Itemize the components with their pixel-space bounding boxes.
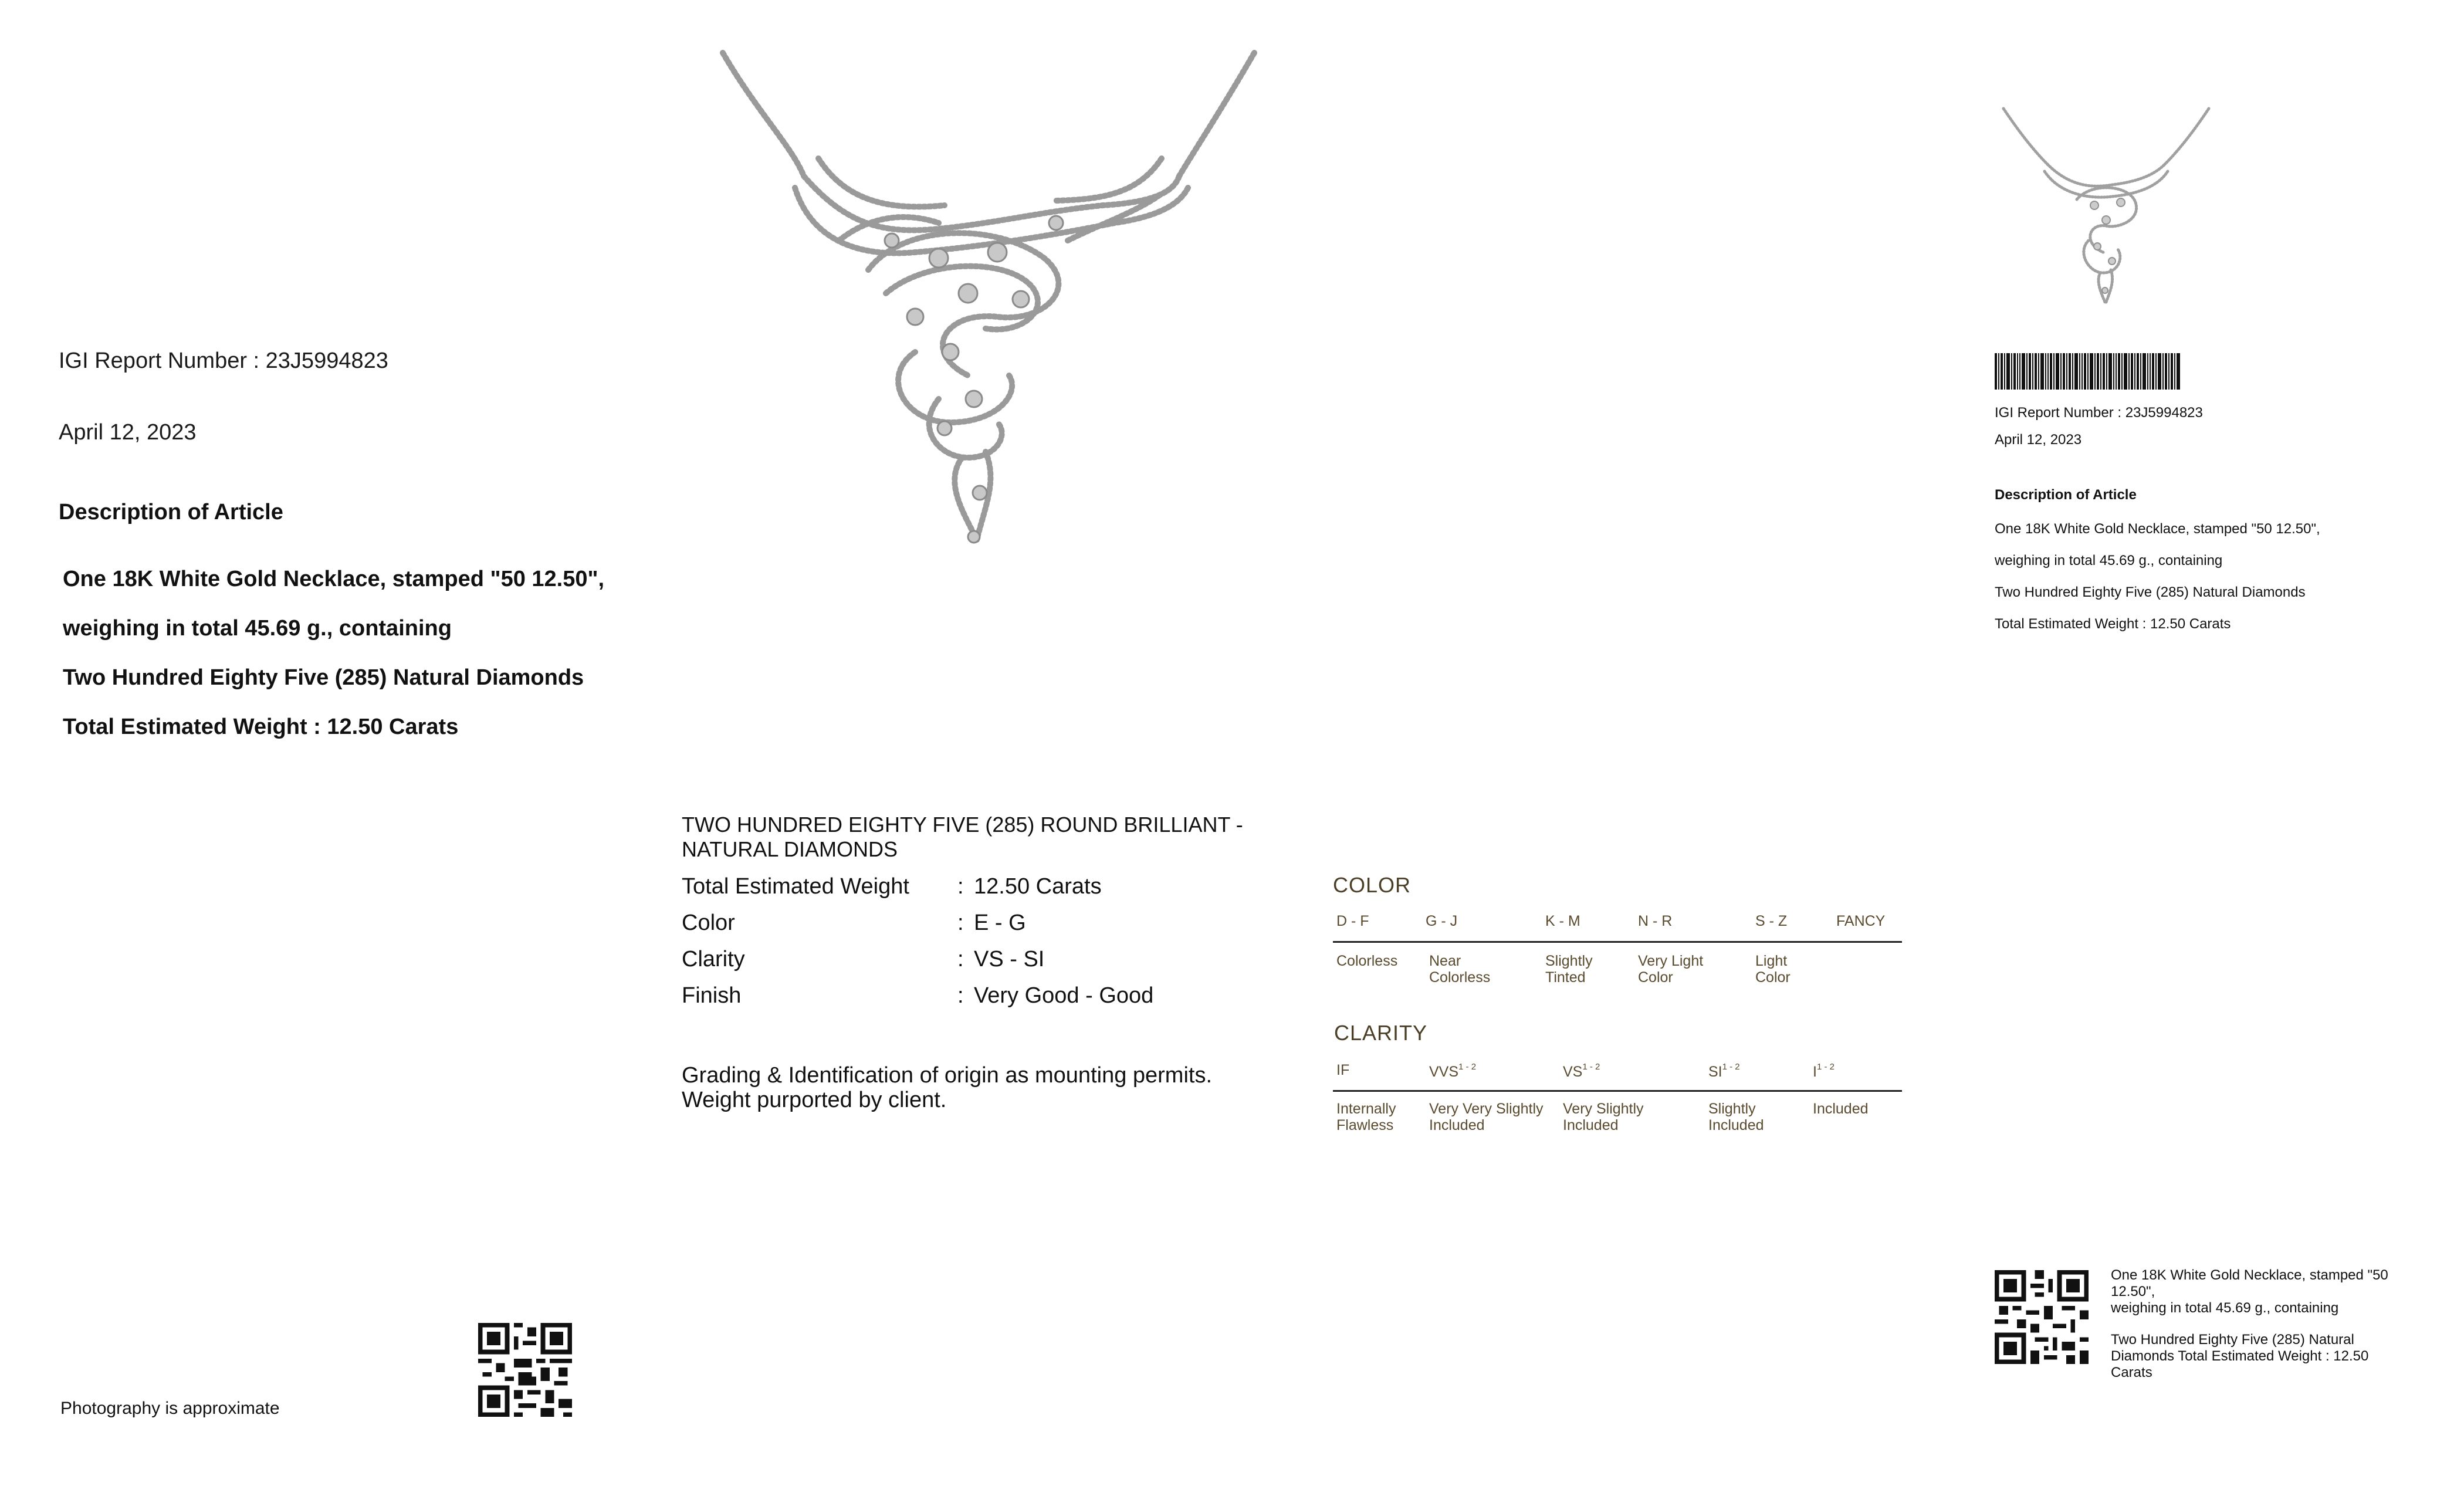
spec-value: Very Good - Good [974, 983, 1154, 1008]
qr-caption-line-1: One 18K White Gold Necklace, stamped "50 12.50", [2111, 1267, 2388, 1299]
spec-row-color [682, 911, 1210, 937]
side-report-date: April 12, 2023 [1995, 432, 2082, 448]
clarity-description: Slightly Included [1708, 1101, 1764, 1133]
clarity-grade-sup: 1 - 2 [1722, 1062, 1740, 1072]
color-description: Colorless [1336, 953, 1398, 969]
necklace-photo [692, 47, 1279, 575]
color-description: Near Colorless [1429, 953, 1491, 986]
spec-value: VS - SI [974, 947, 1045, 972]
clarity-description: Internally Flawless [1336, 1101, 1396, 1133]
description-heading: Description of Article [59, 500, 283, 524]
spec-key: Total Estimated Weight [682, 874, 909, 899]
spec-heading: TWO HUNDRED EIGHTY FIVE (285) ROUND BRILLIANT - NATURAL DIAMONDS [682, 813, 1243, 861]
clarity-grade-label: SI [1708, 1064, 1722, 1080]
clarity-description: Very Slightly Included [1563, 1101, 1644, 1133]
qr-code-icon [1995, 1270, 2089, 1364]
description-line-1: One 18K White Gold Necklace, stamped "50 12.50", [63, 567, 605, 591]
spec-row-weight [682, 874, 1210, 901]
spec-row-finish [682, 983, 1210, 1010]
clarity-scale-title: CLARITY [1334, 1021, 1428, 1045]
report-date: April 12, 2023 [59, 420, 197, 445]
side-description-line-1: One 18K White Gold Necklace, stamped "50 12.50", [1995, 521, 2320, 537]
grading-note: Grading & Identification of origin as mounting permits. Weight purported by client. [682, 1063, 1213, 1112]
clarity-grade-label: IF [1336, 1062, 1350, 1078]
side-description-heading: Description of Article [1995, 487, 2137, 503]
clarity-grade [1708, 1062, 1740, 1081]
color-scale-rule [1333, 941, 1902, 943]
clarity-grade-label: I [1813, 1064, 1817, 1080]
side-description-line-3: Two Hundred Eighty Five (285) Natural Diamonds [1995, 584, 2306, 600]
spec-key: Finish [682, 983, 742, 1008]
color-grade: N - R [1638, 913, 1673, 929]
color-grade: D - F [1336, 913, 1369, 929]
clarity-description: Included [1813, 1101, 1869, 1117]
spec-key: Clarity [682, 947, 745, 972]
color-grade: K - M [1545, 913, 1580, 929]
spec-colon: : [957, 911, 964, 935]
spec-value: 12.50 Carats [974, 874, 1102, 899]
color-grade: S - Z [1755, 913, 1788, 929]
description-line-2: weighing in total 45.69 g., containing [63, 616, 452, 641]
clarity-scale-rule [1333, 1090, 1902, 1092]
clarity-grade-sup: 1 - 2 [1816, 1062, 1835, 1072]
color-grade: FANCY [1836, 913, 1886, 929]
clarity-grade [1813, 1062, 1835, 1081]
qr-code-icon [478, 1323, 572, 1417]
qr-caption-line-3: Two Hundred Eighty Five (285) Natural Diamonds Total Estimated Weight : 12.50 Carats [2111, 1332, 2369, 1380]
clarity-grade [1563, 1062, 1600, 1081]
spec-value: E - G [974, 911, 1026, 935]
spec-key: Color [682, 911, 735, 935]
clarity-grade-sup: 1 - 2 [1458, 1062, 1477, 1072]
spec-colon: : [957, 874, 964, 899]
color-grade: G - J [1426, 913, 1458, 929]
clarity-grade-label: VVS [1429, 1064, 1459, 1080]
clarity-grade [1336, 1062, 1349, 1079]
color-description: Light Color [1755, 953, 1791, 986]
spec-colon: : [957, 947, 964, 972]
necklace-thumbnail [1995, 106, 2218, 305]
report-number: IGI Report Number : 23J5994823 [59, 348, 388, 373]
clarity-grade-sup: 1 - 2 [1582, 1062, 1600, 1072]
photography-note: Photography is approximate [60, 1399, 280, 1418]
spec-colon: : [957, 983, 964, 1008]
qr-caption-line-2: weighing in total 45.69 g., containing [2111, 1300, 2339, 1316]
side-report-number: IGI Report Number : 23J5994823 [1995, 405, 2203, 421]
color-description: Very Light Color [1638, 953, 1704, 986]
side-description-line-2: weighing in total 45.69 g., containing [1995, 553, 2223, 568]
clarity-description: Very Very Slightly Included [1429, 1101, 1544, 1133]
color-scale-title: COLOR [1333, 873, 1412, 897]
color-description: Slightly Tinted [1545, 953, 1593, 986]
description-line-4: Total Estimated Weight : 12.50 Carats [63, 715, 459, 739]
clarity-grade-label: VS [1563, 1064, 1583, 1080]
barcode-icon [1995, 353, 2182, 390]
description-line-3: Two Hundred Eighty Five (285) Natural Diamonds [63, 665, 584, 690]
clarity-grade [1429, 1062, 1476, 1081]
side-description-line-4: Total Estimated Weight : 12.50 Carats [1995, 616, 2231, 632]
spec-row-clarity [682, 947, 1210, 974]
